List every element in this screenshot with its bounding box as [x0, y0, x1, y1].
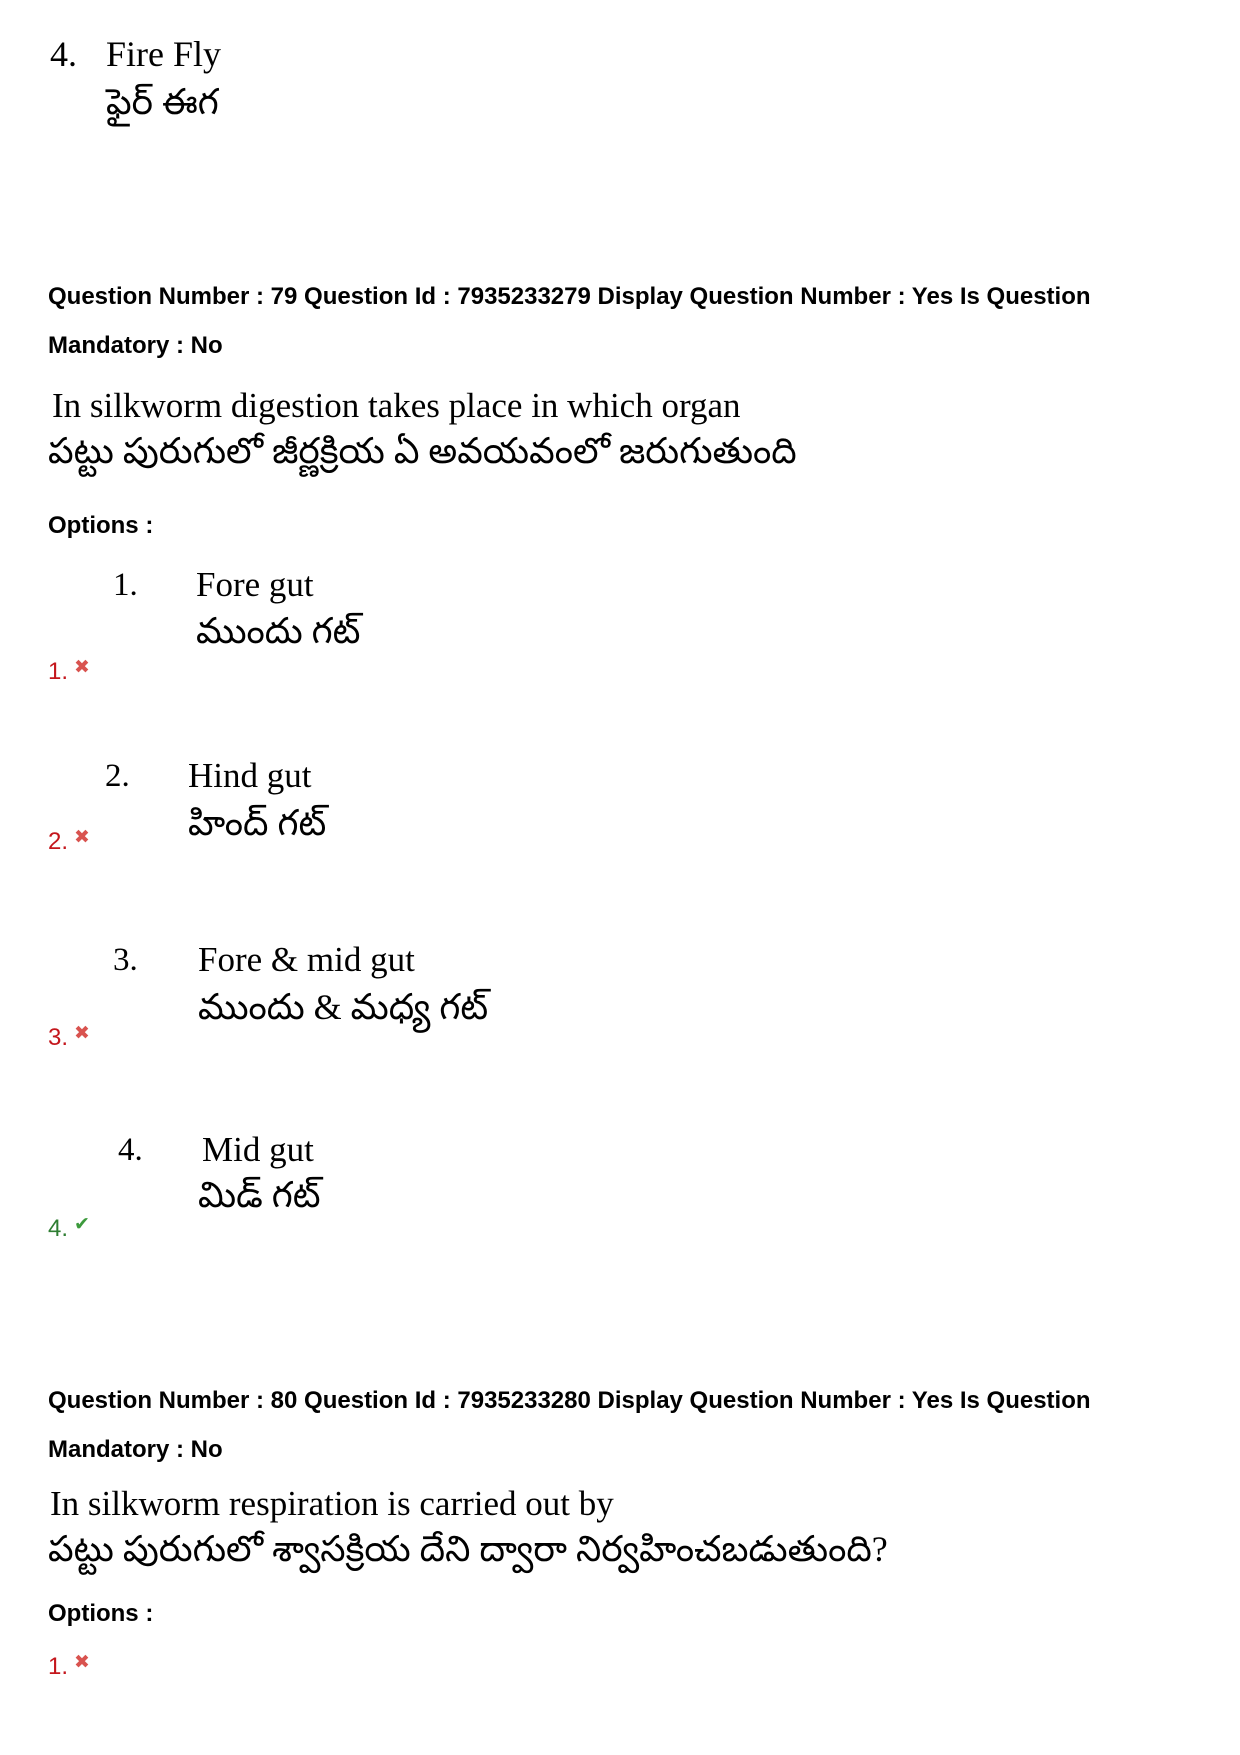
q80-question-english: In silkworm respiration is carried out by [50, 1484, 614, 1523]
cross-icon: ✖ [74, 1023, 90, 1044]
q79-question-telugu: పట్టు పురుగులో జీర్ణక్రియ ఏ అవయవంలో జరుగుతుంది [48, 431, 797, 471]
cross-icon: ✖ [74, 827, 90, 848]
cross-icon: ✖ [74, 1652, 90, 1673]
prev-option-number: 4. [50, 34, 77, 74]
q79-option3-number: 3. [113, 942, 138, 978]
q79-option3-english: Fore & mid gut [198, 940, 415, 979]
prev-option-english: Fire Fly [106, 34, 222, 74]
q80-meta-line1: Question Number : 80 Question Id : 7935233280 Display Question Number : Yes Is Question [48, 1387, 1091, 1414]
q79-option1-status [48, 658, 90, 688]
q80-meta-line2: Mandatory : No [48, 1436, 223, 1463]
q79-option4-status [48, 1215, 90, 1245]
q79-option1-number: 1. [113, 567, 138, 603]
q79-option4-english: Mid gut [202, 1130, 314, 1169]
q79-option1-english: Fore gut [196, 565, 314, 604]
q79-option4-status-number: 4. [48, 1215, 69, 1242]
q79-options-label: Options : [48, 512, 154, 539]
q79-option2-english: Hind gut [188, 756, 312, 795]
q79-option3-status-number: 3. [48, 1024, 69, 1051]
cross-icon: ✖ [74, 657, 90, 678]
q79-question-english: In silkworm digestion takes place in which organ [52, 386, 741, 425]
q80-option1-status-number: 1. [48, 1653, 69, 1680]
q79-option3-telugu: ముందు & మధ్య గట్ [198, 987, 489, 1027]
q79-option3-status [48, 1024, 90, 1054]
q79-meta-line1: Question Number : 79 Question Id : 7935233279 Display Question Number : Yes Is Question [48, 283, 1091, 310]
q79-option2-number: 2. [105, 758, 130, 794]
prev-option-telugu: ఫైర్ ఈగ [106, 82, 219, 122]
q80-question-telugu: పట్టు పురుగులో శ్వాసక్రియ దేని ద్వారా నిర్వహించబడుతుంది? [48, 1529, 888, 1569]
q79-option2-telugu: హింద్ గట్ [188, 803, 327, 843]
check-icon: ✔ [74, 1214, 90, 1235]
q79-option2-status-number: 2. [48, 828, 69, 855]
q79-option2-status [48, 828, 90, 858]
q79-option1-status-number: 1. [48, 658, 69, 685]
q79-option1-telugu: ముందు గట్ [196, 611, 361, 651]
q79-option4-number: 4. [118, 1132, 143, 1168]
q79-option4-telugu: మిడ్ గట్ [198, 1175, 321, 1215]
q80-options-label: Options : [48, 1600, 154, 1627]
q80-option1-status [48, 1653, 90, 1683]
q79-meta-line2: Mandatory : No [48, 332, 223, 359]
